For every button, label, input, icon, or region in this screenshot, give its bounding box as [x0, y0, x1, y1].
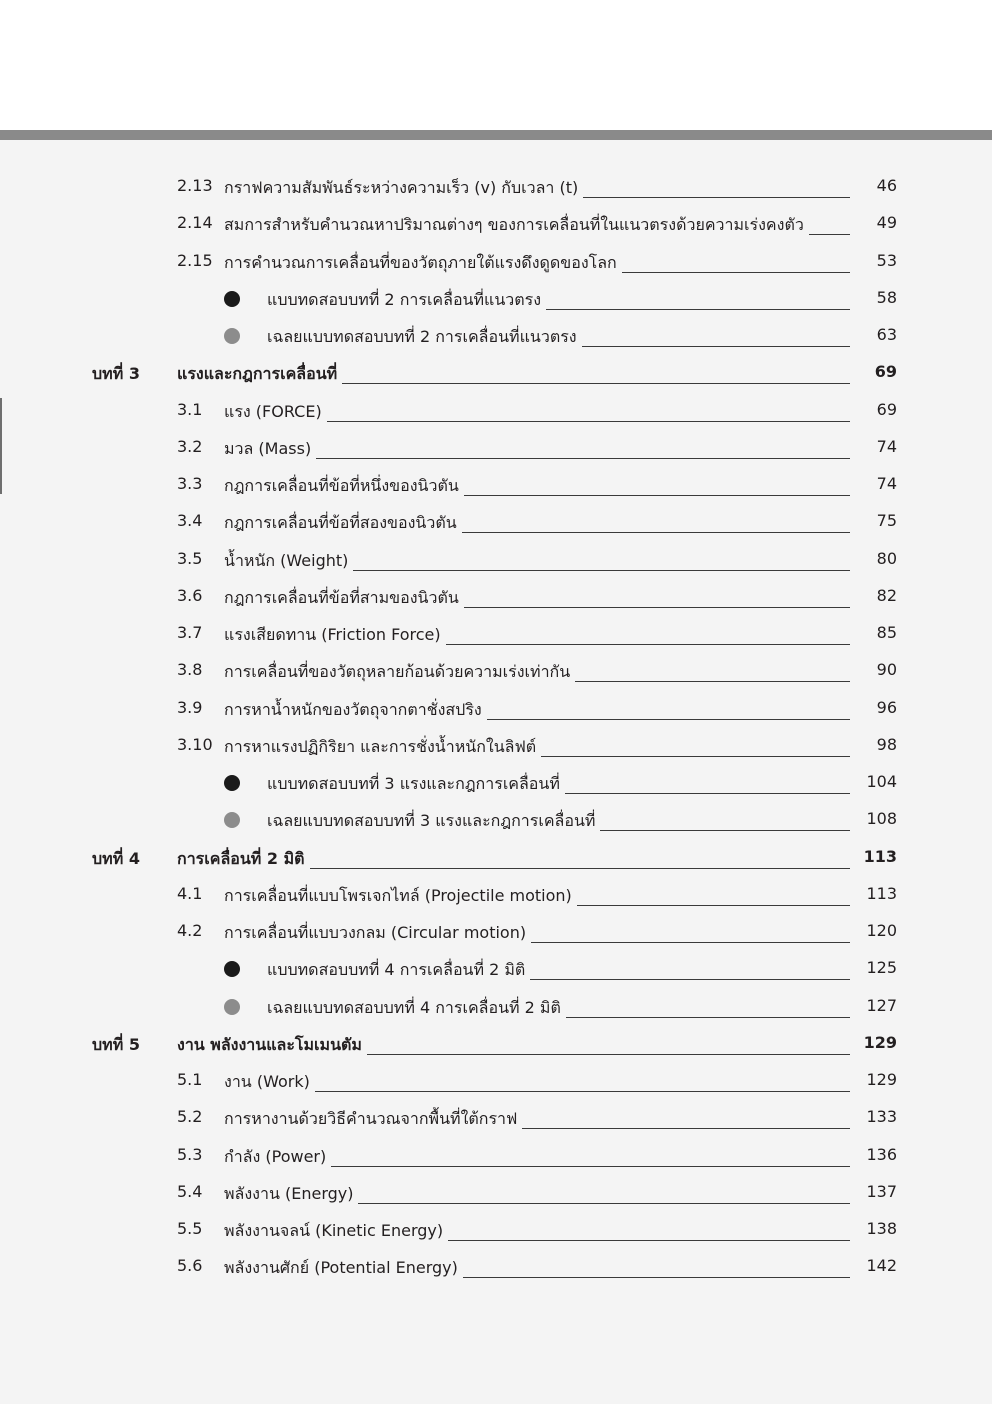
- leader-line: [353, 570, 850, 571]
- toc-section-row[interactable]: [0, 584, 992, 614]
- section-number: 3.7: [177, 623, 203, 642]
- chapter-label: บทที่ 5: [92, 1034, 140, 1054]
- section-number: 3.6: [177, 585, 203, 605]
- section-number: 3.5: [177, 548, 203, 568]
- toc-entry[interactable]: [177, 845, 850, 875]
- top-margin: [0, 0, 992, 130]
- toc-entry[interactable]: [267, 807, 850, 837]
- toc-section-row[interactable]: [0, 1105, 992, 1135]
- leader-line: [546, 309, 850, 310]
- leader-line: [530, 979, 850, 980]
- chapter-label: บทที่ 3: [92, 364, 140, 384]
- entry-title: เฉลยแบบทดสอบบทที่ 2 การเคลื่อนที่แนวตรง: [267, 327, 577, 346]
- page-number: 69: [874, 362, 897, 382]
- page-number: 104: [866, 772, 897, 791]
- toc-entry[interactable]: [224, 1254, 850, 1284]
- entry-title: การเคลื่อนที่แบบวงกลม (Circular motion): [224, 923, 527, 942]
- toc-entry[interactable]: [224, 472, 850, 502]
- leader-line: [522, 1128, 850, 1129]
- toc-section-row[interactable]: [0, 696, 992, 726]
- entry-title: กฎการเคลื่อนที่ข้อที่หนึ่งของนิวตัน: [224, 476, 459, 495]
- toc-section-row[interactable]: [0, 1068, 992, 1098]
- exercise-bullet-icon: [224, 961, 240, 977]
- leader-line: [464, 607, 850, 608]
- answer-key-bullet-icon: [224, 328, 240, 344]
- leader-line: [463, 1277, 850, 1278]
- toc-entry[interactable]: [224, 658, 850, 688]
- toc-section-row[interactable]: [0, 509, 992, 539]
- leader-line: [367, 1054, 850, 1055]
- page-number: 69: [876, 399, 897, 419]
- entry-title: การหาน้ำหนักของวัตถุจากตาชั่งสปริง: [224, 699, 482, 719]
- toc-entry[interactable]: [177, 1031, 850, 1061]
- leader-line: [331, 1166, 850, 1167]
- section-number: 2.13: [177, 176, 213, 195]
- toc-entry[interactable]: [224, 509, 850, 539]
- toc-chapter-row[interactable]: [0, 845, 992, 875]
- toc-entry[interactable]: [224, 435, 850, 465]
- entry-title: เฉลยแบบทดสอบบทที่ 4 การเคลื่อนที่ 2 มิติ: [267, 997, 561, 1017]
- page-number: 136: [866, 1144, 897, 1164]
- section-number: 5.2: [177, 1107, 203, 1127]
- leader-line: [577, 905, 850, 906]
- leader-line: [462, 532, 850, 533]
- chapter-title: แรงและกฎการเคลื่อนที่: [177, 364, 338, 384]
- chapter-label: บทที่ 4: [92, 848, 140, 868]
- page-number: 98: [876, 734, 897, 754]
- toc-exercise-row[interactable]: [0, 994, 992, 1024]
- page-number: 53: [876, 250, 897, 270]
- toc-section-row[interactable]: [0, 919, 992, 949]
- toc-section-row[interactable]: [0, 1180, 992, 1210]
- chapter-title: งาน พลังงานและโมเมนตัม: [177, 1034, 362, 1054]
- exercise-bullet-icon: [224, 775, 240, 791]
- entry-title: กำลัง (Power): [224, 1146, 327, 1166]
- toc-entry[interactable]: [267, 956, 850, 986]
- page-number: 96: [876, 697, 897, 717]
- toc-entry[interactable]: [224, 1143, 850, 1173]
- page-number: 85: [876, 623, 897, 642]
- toc-entry[interactable]: [224, 1217, 850, 1247]
- toc-chapter-row[interactable]: [0, 1031, 992, 1061]
- header-rule: [0, 130, 992, 140]
- toc-entry[interactable]: [224, 1068, 850, 1098]
- page-number: 46: [876, 176, 897, 195]
- toc-exercise-row[interactable]: [0, 323, 992, 353]
- leader-line: [487, 719, 850, 720]
- toc-entry[interactable]: [267, 323, 850, 353]
- toc-section-row[interactable]: [0, 1217, 992, 1247]
- leader-line: [316, 458, 850, 459]
- page-number: 129: [866, 1070, 897, 1089]
- section-number: 3.8: [177, 660, 203, 680]
- entry-title: การเคลื่อนที่ของวัตถุหลายก้อนด้วยความเร่งเท่ากัน: [224, 662, 571, 682]
- toc-entry[interactable]: [177, 360, 850, 390]
- page-number: 74: [876, 436, 897, 456]
- toc-exercise-row[interactable]: [0, 807, 992, 837]
- toc-entry[interactable]: [224, 882, 850, 912]
- answer-key-bullet-icon: [224, 812, 240, 828]
- entry-title: น้ำหนัก (Weight): [224, 550, 349, 570]
- toc-section-row[interactable]: [0, 658, 992, 688]
- leader-line: [446, 644, 850, 645]
- leader-line: [575, 681, 850, 682]
- toc-section-row[interactable]: [0, 1143, 992, 1173]
- page-number: 80: [876, 548, 897, 568]
- leader-line: [809, 234, 850, 235]
- entry-title: แบบทดสอบบทที่ 2 การเคลื่อนที่แนวตรง: [267, 289, 542, 309]
- page-number: 138: [866, 1219, 897, 1238]
- toc-section-row[interactable]: [0, 211, 992, 241]
- section-number: 3.3: [177, 474, 203, 493]
- entry-title: เฉลยแบบทดสอบบทที่ 3 แรงและกฎการเคลื่อนที่: [267, 811, 596, 831]
- toc-entry[interactable]: [267, 994, 850, 1024]
- entry-title: กราฟความสัมพันธ์ระหว่างความเร็ว (v) กับเวลา (t): [224, 178, 579, 197]
- entry-title: พลังงานศักย์ (Potential Energy): [224, 1258, 458, 1278]
- entry-title: กฎการเคลื่อนที่ข้อที่สองของนิวตัน: [224, 513, 457, 533]
- page-number: 49: [876, 213, 897, 233]
- page-number: 113: [866, 883, 897, 903]
- section-number: 3.4: [177, 511, 203, 531]
- entry-title: สมการสำหรับคำนวณหาปริมาณต่างๆ ของการเคลื่อนที่ในแนวตรงด้วยความเร่งคงตัว: [224, 215, 804, 235]
- leader-line: [327, 421, 850, 422]
- toc-section-row[interactable]: [0, 398, 992, 428]
- toc-entry[interactable]: [224, 547, 850, 577]
- toc-exercise-row[interactable]: [0, 286, 992, 316]
- section-number: 2.14: [177, 213, 213, 233]
- entry-title: การคำนวณการเคลื่อนที่ของวัตถุภายใต้แรงดึงดูดของโลก: [224, 252, 617, 272]
- page-number: 90: [876, 660, 897, 680]
- toc-section-row[interactable]: [0, 733, 992, 763]
- toc-exercise-row[interactable]: [0, 770, 992, 800]
- toc-entry[interactable]: [224, 733, 850, 763]
- entry-title: พลังงานจลน์ (Kinetic Energy): [224, 1221, 444, 1240]
- toc-entry[interactable]: [224, 1180, 850, 1210]
- toc-entry[interactable]: [267, 286, 850, 316]
- toc-entry[interactable]: [224, 211, 850, 241]
- leader-line: [464, 495, 850, 496]
- entry-title: มวล (Mass): [224, 438, 312, 458]
- section-number: 5.1: [177, 1070, 203, 1089]
- page-number: 125: [866, 958, 897, 978]
- page-number: 74: [876, 474, 897, 493]
- toc-entry[interactable]: [224, 398, 850, 428]
- toc-entry[interactable]: [224, 249, 850, 279]
- entry-title: พลังงาน (Energy): [224, 1183, 354, 1203]
- page-number: 129: [863, 1032, 897, 1052]
- leader-line: [582, 346, 850, 347]
- toc-section-row[interactable]: [0, 435, 992, 465]
- toc-exercise-row[interactable]: [0, 956, 992, 986]
- section-number: 4.2: [177, 921, 203, 940]
- section-number: 4.1: [177, 883, 203, 903]
- toc-section-row[interactable]: [0, 1254, 992, 1284]
- section-number: 3.1: [177, 399, 203, 419]
- toc-entry[interactable]: [224, 621, 850, 651]
- entry-title: งาน (Work): [224, 1072, 310, 1091]
- entry-title: แบบทดสอบบทที่ 4 การเคลื่อนที่ 2 มิติ: [267, 960, 526, 980]
- page-number: 113: [863, 846, 897, 866]
- page-number: 137: [866, 1181, 897, 1201]
- leader-line: [566, 1017, 850, 1018]
- toc-entry[interactable]: [224, 174, 850, 204]
- leader-line: [583, 197, 850, 198]
- leader-line: [315, 1091, 850, 1092]
- section-number: 5.4: [177, 1181, 203, 1201]
- entry-title: แรง (FORCE): [224, 401, 322, 421]
- exercise-bullet-icon: [224, 291, 240, 307]
- section-number: 5.3: [177, 1144, 203, 1164]
- leader-line: [531, 942, 850, 943]
- leader-line: [622, 272, 850, 273]
- page-number: 133: [866, 1107, 897, 1127]
- section-number: 3.9: [177, 697, 203, 717]
- toc-section-row[interactable]: [0, 472, 992, 502]
- page-number: 58: [876, 287, 897, 307]
- leader-line: [448, 1240, 850, 1241]
- entry-title: การหาแรงปฏิกิริยา และการชั่งน้ำหนักในลิฟต์: [224, 736, 537, 756]
- entry-title: กฎการเคลื่อนที่ข้อที่สามของนิวตัน: [224, 587, 459, 607]
- toc-section-row[interactable]: [0, 174, 992, 204]
- section-number: 3.2: [177, 436, 203, 456]
- section-number: 5.5: [177, 1219, 203, 1238]
- toc-section-row[interactable]: [0, 249, 992, 279]
- page-number: 127: [866, 995, 897, 1015]
- section-number: 2.15: [177, 250, 213, 270]
- toc-entry[interactable]: [224, 696, 850, 726]
- page-number: 82: [876, 585, 897, 605]
- entry-title: แรงเสียดทาน (Friction Force): [224, 625, 441, 644]
- section-number: 5.6: [177, 1256, 203, 1276]
- toc-section-row[interactable]: [0, 882, 992, 912]
- toc-entry[interactable]: [224, 919, 850, 949]
- leader-line: [541, 756, 850, 757]
- leader-line: [565, 793, 850, 794]
- leader-line: [358, 1203, 850, 1204]
- toc-section-row[interactable]: [0, 547, 992, 577]
- toc-section-row[interactable]: [0, 621, 992, 651]
- leader-line: [342, 383, 850, 384]
- answer-key-bullet-icon: [224, 999, 240, 1015]
- toc-entry[interactable]: [224, 584, 850, 614]
- page-number: 75: [876, 511, 897, 531]
- entry-title: การเคลื่อนที่แบบโพรเจกไทล์ (Projectile motion): [224, 885, 572, 905]
- leader-line: [600, 830, 850, 831]
- entry-title: แบบทดสอบบทที่ 3 แรงและกฎการเคลื่อนที่: [267, 774, 560, 793]
- entry-title: การหางานด้วยวิธีคำนวณจากพื้นที่ใต้กราฟ: [224, 1109, 518, 1129]
- page-number: 63: [876, 325, 897, 344]
- leader-line: [310, 868, 850, 869]
- page-number: 108: [866, 809, 897, 829]
- chapter-title: การเคลื่อนที่ 2 มิติ: [177, 848, 305, 868]
- toc-entry[interactable]: [224, 1105, 850, 1135]
- page-number: 142: [866, 1256, 897, 1276]
- section-number: 3.10: [177, 734, 213, 754]
- toc-chapter-row[interactable]: [0, 360, 992, 390]
- toc-entry[interactable]: [267, 770, 850, 800]
- page-number: 120: [866, 921, 897, 940]
